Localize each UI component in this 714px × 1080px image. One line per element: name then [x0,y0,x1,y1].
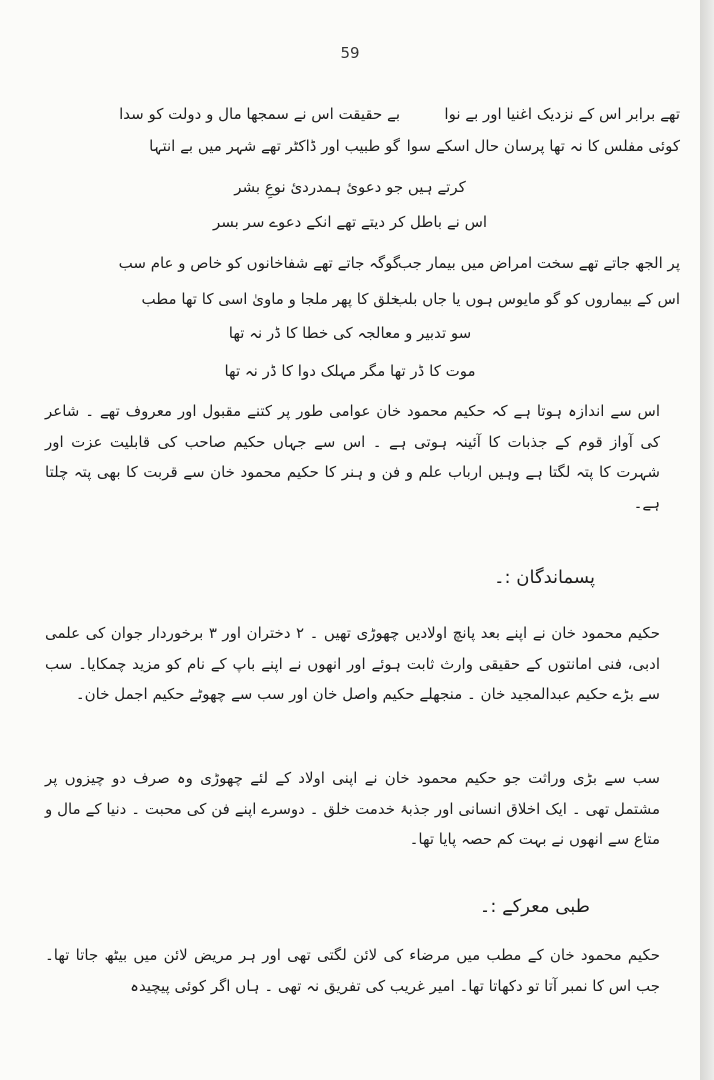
verse-line: اس کے بیماروں کو گو مایوس ہوں یا جاں بلب [393,290,680,308]
page-edge-shadow [700,0,714,1080]
verse-line: کوئی مفلس کا نہ تھا پرسان حال اسکے سوا [406,137,680,155]
verse-line: تھے برابر اس کے نزدیک اغنیا اور بے نوا [444,105,680,123]
section-heading: پسماندگان :۔ [493,567,595,588]
body-paragraph: حکیم محمود خان نے اپنے بعد پانچ اولادیں چھوڑی تھیں ۔ ۲ دختران اور ۳ برخوردار جوان کی علمی ادبی، فنی امانتوں کے حقیقی وارث ثابت ہوئے اور انھوں نے اپنے باپ کے نام کو مزید چمکایا۔ سب سے بڑے حکیم عبدالمجید خان ۔ منجھلے حکیم واصل خان اور سب سے چھوٹے حکیم اجمل خان۔ [45,624,660,703]
page-number: 59 [340,44,360,62]
verse-line: پر الجھ جاتے تھے سخت امراض میں بیمار جب [397,254,680,272]
verse-line-centered: سو تدبیر و معالجہ کی خطا کا ڈر نہ تھا [228,324,472,342]
body-paragraph: سب سے بڑی وراثت جو حکیم محمود خان نے اپنی اولاد کے لئے چھوڑی وہ صرف دو چیزوں پر مشتمل تھی ۔ ایک اخلاق انسانی اور جذبۂ خدمت خلق ۔ دوسرے اپنے فن کی محبت ۔ دنیا کے مال و متاع سے انھوں نے بہت کم حصہ پایا تھا۔ [45,769,660,848]
body-paragraph: اس سے اندازہ ہوتا ہے کہ حکیم محمود خان عوامی طور پر کتنے مقبول اور معروف تھے ۔ شاعر کی آواز قوم کے جذبات کا آئینہ ہوتی ہے ۔ اس سے جہاں حکیم صاحب کی قابلیت عزت اور شہرت کا پتہ لگتا ہے وہیں ارباب علم و فن و ہنر کا حکیم محمود خان سے قربت کا بھی پتہ چلتا ہے۔ [45,402,660,512]
verse-line: خلق کا پھر ملجا و ماویٰ اسی کا تھا مطب [141,290,400,308]
verse-line: گو طبیب اور ڈاکٹر تھے شہر میں بے انتہا [149,137,400,155]
verse-line: گوگہ جاتے تھے شفاخانوں کو خاص و عام سب [118,254,400,272]
section-heading: طبی معرکے :۔ [479,896,590,917]
verse-line-centered: کرتے ہیں جو دعویٔ ہمدردیٔ نوعِ بشر [234,178,466,196]
body-paragraph: حکیم محمود خان کے مطب میں مرضاء کی لائن لگتی تھی اور ہر مریض لائن میں بیٹھ جاتا تھا۔ جب اس کا نمبر آتا تو دکھاتا تھا۔ امیر غریب کی تفریق نہ تھی ۔ ہاں اگر کوئی پیچیدہ [45,946,660,995]
verse-line-centered: اس نے باطل کر دیتے تھے انکے دعوے سر بسر [212,213,488,231]
verse-line: بے حقیقت اس نے سمجھا مال و دولت کو سدا [119,105,400,123]
verse-line-centered: موت کا ڈر تھا مگر مہلک دوا کا ڈر نہ تھا [224,362,476,380]
